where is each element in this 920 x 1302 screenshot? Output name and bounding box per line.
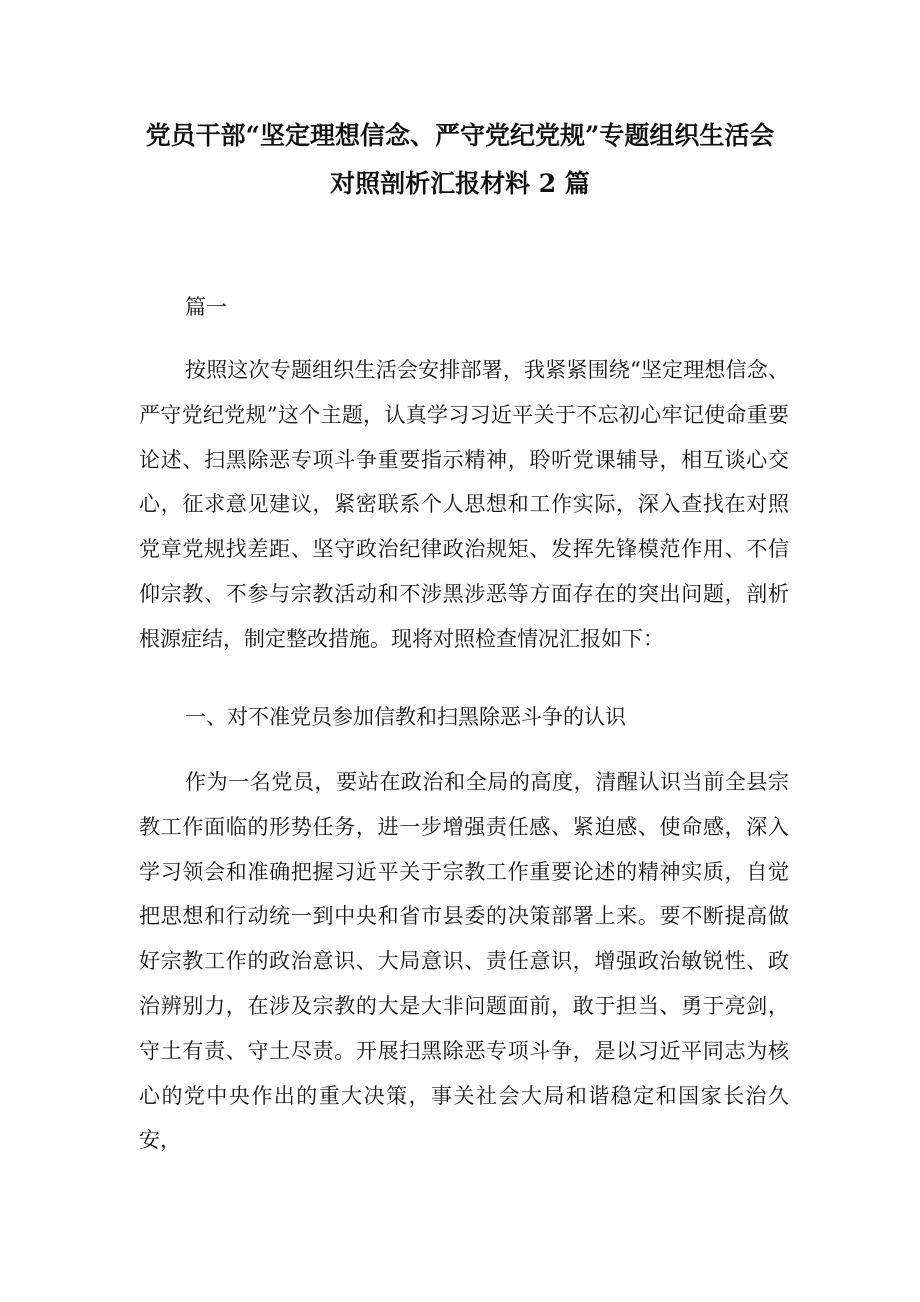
section-heading-1: 一、对不准党员参加信教和扫黑除恶斗争的认识 — [185, 705, 626, 729]
paragraph-intro — [139, 348, 789, 662]
paragraph-section-1-text: 作为一名党员，要站在政治和全局的高度，清醒认识当前全县宗教工作面临的形势任务，进一步增强责任感、紧迫感、使命感，深入学习领会和准确把握习近平关于宗教工作重要论述的精神实质，自觉把思想和行动统一到中央和省市县委的决策部署上来。要不断提高做好宗教工作的政治意识、大局意识、责任意识，增强政治敏锐性、政治辨别力，在涉及宗教的大是大非问题面前，敢于担当、勇于亮剑，守土有责、守土尽责。开展扫黑除恶专项斗争，是以习近平同志为核心的党中央作出的重大决策，事关社会大局和谐稳定和国家长治久安， — [139, 770, 789, 1153]
document-title-line-1: 党员干部“坚定理想信念、严守党纪党规”专题组织生活会 — [145, 121, 775, 150]
document-title-line-2: 对照剖析汇报材料 2 篇 — [330, 169, 590, 198]
paragraph-section-1 — [139, 760, 789, 1163]
part-label: 篇一 — [185, 295, 227, 319]
paragraph-intro-text: 按照这次专题组织生活会安排部署，我紧紧围绕“坚定理想信念、严守党纪党规”这个主题，认真学习习近平关于不忘初心牢记使命重要论述、扫黑除恶专项斗争重要指示精神，聆听党课辅导，相互谈心交心，征求意见建议，紧密联系个人思想和工作实际，深入查找在对照党章党规找差距、坚守政治纪律政治规矩、发挥先锋模范作用、不信仰宗教、不参与宗教活动和不涉黑涉恶等方面存在的突出问题，剖析根源症结，制定整改措施。现将对照检查情况汇报如下： — [139, 358, 789, 651]
